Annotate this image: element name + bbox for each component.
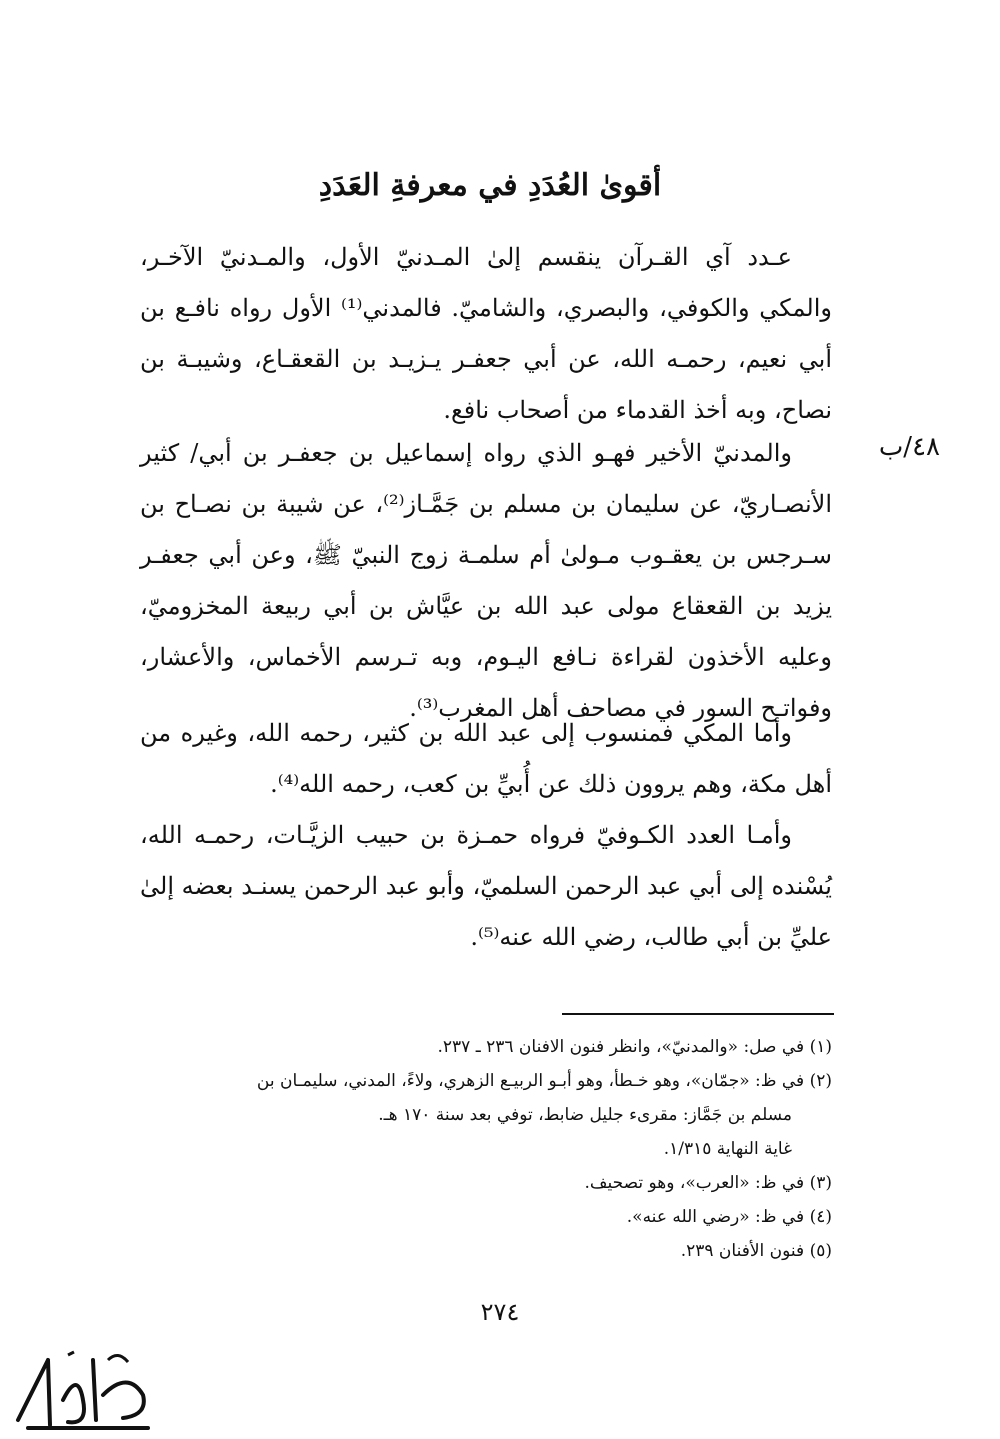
calligraphy-stamp-logo — [8, 1340, 158, 1435]
paragraph-1: عـدد آي القـرآن ينقسم إلىٰ المـدنيّ الأول، والمـدنيّ الآخـر، والمكي والكوفي، والبصري، والشاميّ. فالمدني⁽¹⁾ الأول رواه نافـع بن أبي نعيم، رحمـه الله، عن أبي جعفـر يـزيـد بن القعقـاع، وشيبـة بن نصاح، وبه أخذ القدماء من أصحاب نافع. — [140, 243, 832, 424]
paragraph-2: والمدنيّ الأخير فهـو الذي رواه إسماعيل بن جعفـر بن أبي/ كثير الأنصـاريّ، عن سليمان بن مسلم بن جَمَّـاز⁽²⁾، عن شيبة بن نصـاح بن سـرجس بن يعقـوب مـولىٰ أم سلمـة زوج النبيّ ﷺ، وعن أبي جعفـر يزيد بن القعقاع مولى عبد الله بن عيَّاش بن أبي ربيعة المخزوميّ، وعليه الأخذون لقراءة نـافع اليـوم، وبه تـرسم الأخماس، والأعشار، وفواتـح السور في مصاحف أهل المغرب⁽³⁾. — [140, 439, 833, 722]
chapter-title: أقوىٰ العُدَدِ في معرفةِ العَدَدِ — [318, 168, 662, 203]
footnote-divider — [562, 1013, 834, 1015]
footnote-3: (٣) في ظ: «العرب»، وهو تصحيف. — [584, 1173, 832, 1193]
footnotes — [140, 1030, 832, 1268]
footnote-4: (٤) في ظ: «رضي الله عنه». — [626, 1207, 832, 1227]
footnote-2-continued: مسلم بن جَمَّاز: مقرىء جليل ضابط، توفي بعد سنة ١٧٠ هـ. — [378, 1105, 792, 1125]
footnote-5: (٥) فنون الأفنان ٢٣٩. — [680, 1241, 832, 1261]
footnote-2-source: غاية النهاية ١/٣١٥. — [663, 1139, 792, 1159]
paragraph-4: وأمـا العدد الكـوفيّ فرواه حمـزة بن حبيب الزيَّـات، رحمـه الله، يُسْنده إلى أبي عبد الرحمن السلميّ، وأبو عبد الرحمن يسنـد بعضه إلىٰ عليِّ بن أبي طالب، رضي الله عنه⁽⁵⁾. — [140, 821, 832, 951]
footnote-1: (١) في صل: «والمدنيّ»، وانظر فنون الافنان ٢٣٦ ـ ٢٣٧. — [437, 1037, 832, 1057]
page-number: ٢٧٤ — [480, 1298, 520, 1326]
folio-margin-note: ٤٨/ب — [878, 432, 940, 462]
paragraph-3: وأما المكي فمنسوب إلى عبد الله بن كثير، رحمه الله، وغيره من أهل مكة، وهم يروون ذلك عن أُبيِّ بن كعب، رحمه الله⁽⁴⁾. — [140, 719, 832, 798]
footnote-2: (٢) في ظ: «جمّان»، وهو خـطأ، وهو أبـو الربيـع الزهري، ولاءً، المدني، سليمـان بن — [256, 1071, 832, 1091]
